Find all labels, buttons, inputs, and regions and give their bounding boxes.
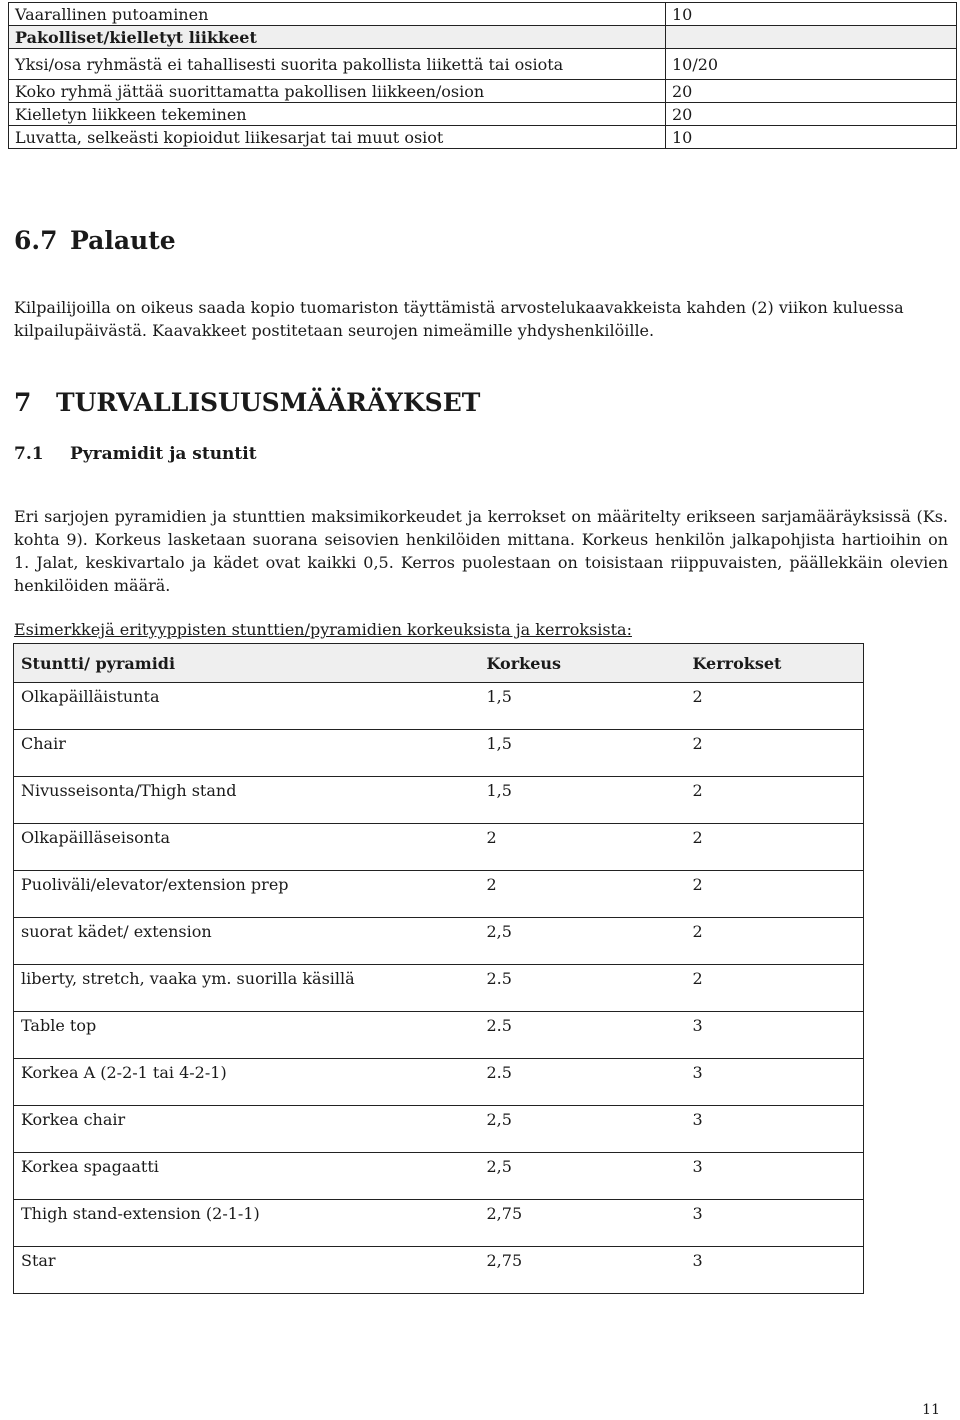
penalty-points: 20	[666, 80, 957, 103]
stunt-layers: 3	[686, 1059, 864, 1106]
stunt-name: Puoliväli/elevator/extension prep	[14, 871, 480, 918]
stunt-height: 1,5	[480, 777, 686, 824]
stunt-name: Table top	[14, 1012, 480, 1059]
penalty-label: Kielletyn liikkeen tekeminen	[9, 103, 666, 126]
stunt-name: liberty, stretch, vaaka ym. suorilla käsillä	[14, 965, 480, 1012]
stunt-table-header-row	[14, 644, 864, 683]
section-7-1-text: Eri sarjojen pyramidien ja stunttien maksimikorkeudet ja kerrokset on määritelty erikseen sarjamääräyksissä (Ks. kohta 9). Korkeus lasketaan suorana seisovien henkilöiden mittana. Korkeus henkilön jalkapohjista hartioihin on 1. Jalat, keskivartalo ja kädet ovat kaikki 0,5. Kerros puolestaan on toisistaan riippuvaisten, päällekkäin olevien henkilöiden määrä.	[14, 507, 948, 595]
penalty-label: Yksi/osa ryhmästä ei tahallisesti suorita pakollista liikettä tai osiota	[9, 49, 666, 80]
section-7-1-heading	[14, 444, 257, 464]
penalty-points: 10	[666, 126, 957, 149]
stunt-layers: 3	[686, 1012, 864, 1059]
penalty-label: Koko ryhmä jättää suorittamatta pakollisen liikkeen/osion	[9, 80, 666, 103]
section-6-7-title: Palaute	[70, 226, 176, 255]
penalty-row	[9, 49, 957, 80]
penalty-label: Luvatta, selkeästi kopioidut liikesarjat tai muut osiot	[9, 126, 666, 149]
penalty-row	[9, 26, 957, 49]
penalty-label: Pakolliset/kielletyt liikkeet	[9, 26, 666, 49]
stunt-layers: 3	[686, 1247, 864, 1294]
stunt-height: 1,5	[480, 730, 686, 777]
stunt-name: Korkea chair	[14, 1106, 480, 1153]
penalty-points	[666, 26, 957, 49]
table-row	[14, 777, 864, 824]
stunt-layers: 3	[686, 1106, 864, 1153]
stunt-layers: 2	[686, 824, 864, 871]
penalty-row	[9, 126, 957, 149]
table-row	[14, 730, 864, 777]
stunt-height: 2,5	[480, 1106, 686, 1153]
table-row	[14, 1106, 864, 1153]
stunt-layers: 2	[686, 871, 864, 918]
stunt-height: 2,5	[480, 918, 686, 965]
stunt-name: suorat kädet/ extension	[14, 918, 480, 965]
stunt-height: 2.5	[480, 1012, 686, 1059]
penalty-label: Vaarallinen putoaminen	[9, 3, 666, 26]
stunt-name: Korkea spagaatti	[14, 1153, 480, 1200]
penalty-points: 20	[666, 103, 957, 126]
stunt-name: Star	[14, 1247, 480, 1294]
stunt-header-height: Korkeus	[480, 644, 686, 683]
stunt-name: Olkapäilläseisonta	[14, 824, 480, 871]
penalty-row	[9, 103, 957, 126]
table-row	[14, 871, 864, 918]
table-row	[14, 1012, 864, 1059]
stunt-name: Thigh stand-extension (2-1-1)	[14, 1200, 480, 1247]
stunt-header-name: Stuntti/ pyramidi	[14, 644, 480, 683]
stunt-height: 2.5	[480, 1059, 686, 1106]
examples-lead: Esimerkkejä erityyppisten stunttien/pyramidien korkeuksista ja kerroksista:	[14, 620, 632, 639]
table-row	[14, 1059, 864, 1106]
stunt-height: 2	[480, 824, 686, 871]
penalty-row	[9, 3, 957, 26]
section-7-1-title: Pyramidit ja stuntit	[70, 444, 257, 464]
penalty-row	[9, 80, 957, 103]
penalty-table	[8, 2, 957, 149]
table-row	[14, 824, 864, 871]
section-7-1-number: 7.1	[14, 444, 44, 464]
section-6-7-text: Kilpailijoilla on oikeus saada kopio tuomariston täyttämistä arvostelukaavakkeista kahden (2) viikon kuluessa kilpailupäivästä. Kaavakkeet postitetaan seurojen nimeämille yhdyshenkilöille.	[14, 298, 904, 340]
table-row	[14, 965, 864, 1012]
stunt-height: 1,5	[480, 683, 686, 730]
section-6-7-number: 6.7	[14, 226, 58, 255]
stunt-name: Olkapäilläistunta	[14, 683, 480, 730]
table-row	[14, 918, 864, 965]
stunt-layers: 2	[686, 683, 864, 730]
table-row	[14, 683, 864, 730]
stunt-height: 2,75	[480, 1247, 686, 1294]
page-number: 11	[922, 1402, 940, 1418]
table-row	[14, 1153, 864, 1200]
stunt-layers: 2	[686, 730, 864, 777]
penalty-points: 10/20	[666, 49, 957, 80]
stunt-height: 2.5	[480, 965, 686, 1012]
stunt-height: 2,5	[480, 1153, 686, 1200]
stunt-layers: 3	[686, 1153, 864, 1200]
stunt-name: Nivusseisonta/Thigh stand	[14, 777, 480, 824]
stunt-layers: 2	[686, 965, 864, 1012]
stunt-layers: 3	[686, 1200, 864, 1247]
table-row	[14, 1247, 864, 1294]
section-7-heading	[14, 388, 480, 417]
stunt-layers: 2	[686, 918, 864, 965]
stunt-layers: 2	[686, 777, 864, 824]
stunt-table	[13, 643, 864, 1294]
stunt-name: Korkea A (2-2-1 tai 4-2-1)	[14, 1059, 480, 1106]
penalty-points: 10	[666, 3, 957, 26]
section-7-number: 7	[14, 388, 32, 417]
stunt-height: 2,75	[480, 1200, 686, 1247]
stunt-name: Chair	[14, 730, 480, 777]
stunt-header-layers: Kerrokset	[686, 644, 864, 683]
table-row	[14, 1200, 864, 1247]
stunt-height: 2	[480, 871, 686, 918]
section-6-7-heading	[14, 226, 176, 255]
section-7-title: TURVALLISUUSMÄÄRÄYKSET	[56, 388, 481, 417]
